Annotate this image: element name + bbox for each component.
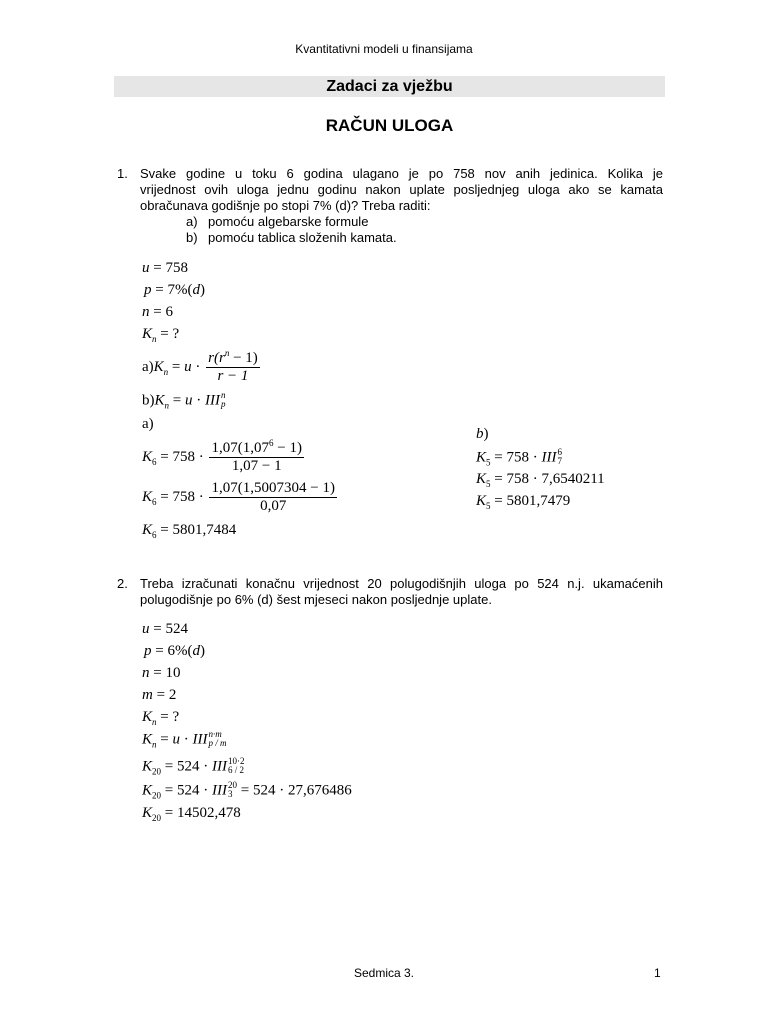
task2-calc2: $K_{20} = 524$ · III 20 3 = 524 · 27,676486 bbox=[142, 780, 352, 801]
page-title: Zadaci za vježbu bbox=[326, 78, 453, 95]
page-number: 1 bbox=[654, 966, 661, 980]
task1-given-p: p = 7%(d) bbox=[144, 282, 205, 298]
task1-line2: vrijednost ovih uloga jednu godinu nakon uplate posljednjeg uloga ako se kamata bbox=[140, 182, 663, 197]
task2-line2: polugodišnje po 6% (d) šest mjeseci nakon posljednje uplate. bbox=[140, 592, 492, 607]
task1-number: 1. bbox=[117, 166, 128, 181]
task1-result-b: $K_5 = 5801,7479$ bbox=[476, 493, 571, 511]
task1-given-u: u = 758 bbox=[142, 260, 188, 276]
task1-line3: obračunava godišnje po stopi 7% (d)? Treba raditi: bbox=[140, 198, 431, 213]
task1-item-b: b) pomoću tablica složenih kamata. bbox=[186, 230, 397, 245]
task1-subitems bbox=[186, 214, 397, 246]
task1-line1: Svake godine u toku 6 godina ulagano je po 758 nov anih jedinica. Kolika je bbox=[140, 166, 663, 181]
task1-item-a: a) pomoću algebarske formule bbox=[186, 214, 369, 229]
task1-text bbox=[140, 166, 663, 214]
task2-number: 2. bbox=[117, 576, 128, 591]
task2-given-m: m = 2 bbox=[142, 687, 177, 703]
page-header: Kvantitativni modeli u finansijama bbox=[295, 42, 473, 56]
task1-part-b-label: b) bbox=[476, 426, 489, 442]
task1-b-calc1: $K_5 = 758$ · III 6 7 bbox=[476, 447, 562, 468]
task1-calc2: $K_6 = 758$ · $\frac{1,07(1,5007304 - 1)}{0,07}$ bbox=[142, 480, 335, 514]
task2-given-kn: $K_n$ = ? bbox=[142, 709, 180, 727]
task2-calc1: $K_{20} = 524$ · III 10·2 6 / 2 bbox=[142, 756, 245, 777]
task2-given-n: n = 10 bbox=[142, 665, 181, 681]
task2-text bbox=[140, 576, 663, 608]
task2-formula: $K_n = u$ · III n·m p / m bbox=[142, 729, 227, 750]
task2-given-u: u = 524 bbox=[142, 621, 188, 637]
task1-given-n: n = 6 bbox=[142, 304, 173, 320]
task1-calc1: $K_6 = 758$ · $\frac{1,07(1,07^6 - 1)}{1,07 - 1}$ bbox=[142, 438, 302, 474]
task1-b-calc2: $K_5 = 758 \cdot 7,6540211$ bbox=[476, 471, 605, 489]
task1-result-a: $K_6 = 5801,7484$ bbox=[142, 522, 237, 540]
footer-week: Sedmica 3. bbox=[353, 966, 415, 980]
task2-result: $K_{20} = 14502,478$ bbox=[142, 805, 241, 823]
task2-given-p: p = 6%(d) bbox=[144, 643, 205, 659]
task1-formula-b: $b)K_n = u$ · III n p bbox=[142, 390, 226, 411]
section-title: RAČUN ULOGA bbox=[325, 116, 454, 135]
task1-given-kn: $K_n$ = ? bbox=[142, 326, 180, 344]
task1-formula-a: $a)K_n = u$ · $\frac{r(r^n - 1)}{r - 1}$ bbox=[142, 348, 258, 384]
task1-part-a-label: a) bbox=[142, 416, 154, 432]
task2-line1: Treba izračunati konačnu vrijednost 20 polugodišnjih uloga po 524 n.j. ukamaćenih bbox=[140, 576, 663, 591]
